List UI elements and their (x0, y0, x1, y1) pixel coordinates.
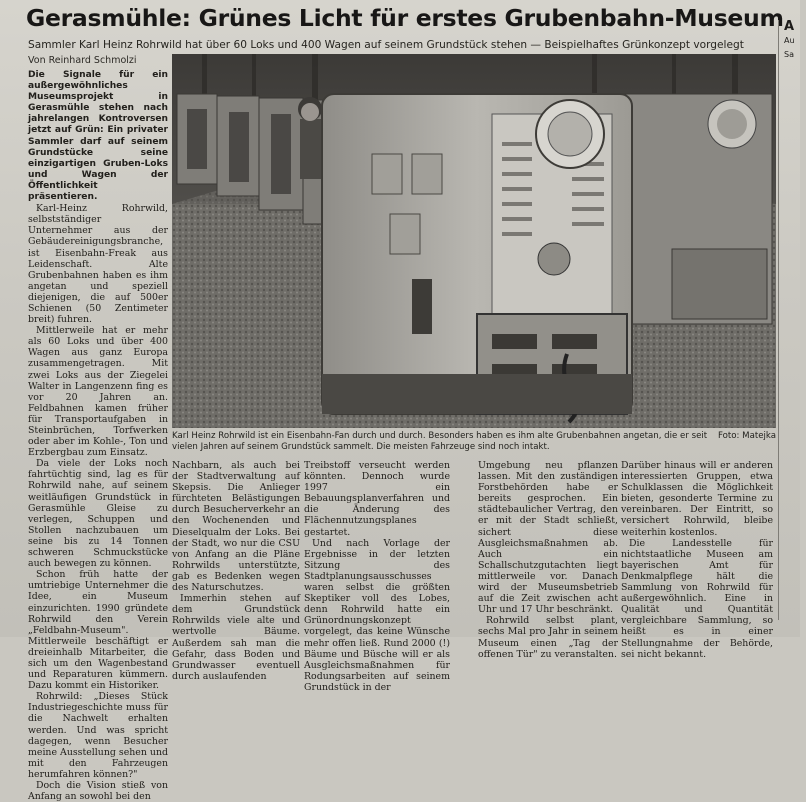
article-column-3 (304, 460, 450, 693)
byline: Von Reinhard Schmolzi (28, 55, 137, 66)
adjacent-article-edge (778, 20, 806, 620)
body-paragraph: Rohrwild selbst plant, sechs Mal pro Jahr in seinem Museum einen „Tag der offenen Tür" zu veranstalten. (478, 615, 618, 660)
body-paragraph: Und nach Vorlage der Ergebnisse in der letzten Sitzung des Stadtplanungsausschusses waren selbst die größten Skeptiker voll des Lobes, denn Rohrwild hatte ein Grünordnungskonzept vorgelegt, das keine Wünsche mehr offen ließ. Rund 2000 (!) Bäume und Büsche will er als Ausgleichsmaßnahmen für Rodungsarbeiten auf seinem Grundstück in der (304, 537, 450, 693)
photo-caption (172, 431, 776, 453)
body-paragraph: Darüber hinaus will er anderen interessierten Gruppen, etwa Schulklassen die Möglichkeit bieten, gesonderte Termine zu vereinbaren. Der Eintritt, so versichert Rohrwild, bleibe weiterhin kostenlos. (621, 460, 773, 538)
body-paragraph: Schon früh hatte der umtriebige Unternehmer die Idee, ein Museum einzurichten. 1990 gründete Rohrwild den Verein „Feldbahn-Museum". Mittlerweile beschäftigt er dreieinhalb Mitarbeiter, die sich um den Wagenbestand und Reparaturen kümmern. Dazu kommt ein Historiker. (28, 569, 168, 692)
caption-text: Karl Heinz Rohrwild ist ein Eisenbahn-Fan durch und durch. Besonders haben es ihm alte Grubenbahnen angetan, die er seit vielen Jahren auf seinem Grundstück sammelt. Die meisten Fahrzeuge sind noch intakt. (172, 431, 708, 452)
body-paragraph: Doch die Vision stieß von Anfang an sowohl bei den (28, 780, 168, 802)
body-paragraph: Die Landesstelle für nichtstaatliche Museen am bayerischen Amt für Denkmalpflege hält die Sammlung von Rohrwild für außergewöhnlich. Eine in Qualität und Quantität vergleichbare Sammlung, so heißt es in einer Stellungnahme der Behörde, sei nicht bekannt. (621, 537, 773, 660)
article-column-1 (28, 70, 168, 802)
lead-paragraph: Die Signale für ein außergewöhnliches Museumsprojekt in Gerasmühle stehen nach jahrelangen Kontroversen jetzt auf Grün: Ein privater Sammler darf auf seinem Grundstücke seine einzigartigen Gruben-Loks und Wagen der Öffentlichkeit präsentieren. (28, 70, 168, 203)
body-paragraph: Mittlerweile hat er mehr als 60 Loks und über 400 Wagen aus ganz Europa zusammengetragen. Mit zwei Loks aus der Ziegelei Walter in Langenzenn fing es vor 20 Jahren an. Feldbahnen kamen früher für Transportaufgaben in Steinbrüchen, Torfwerken oder aber im Kohle-, Ton und Erzbergbau zum Einsatz. (28, 325, 168, 459)
photo-illustration (172, 54, 776, 428)
subheadline: Sammler Karl Heinz Rohrwild hat über 60 Loks und 400 Wagen auf seinem Grundstück stehen — Beispielhaftes Grünkonzept vorgelegt (28, 39, 744, 51)
body-paragraph: Umgebung neu pflanzen lassen. Mit den zuständigen Forstbehörden habe er bereits gesprochen. Ein städtebaulicher Vertrag, den er mit der Stadt schließt, sichert diese Ausgleichsmaßnahmen ab. Auch ein Schallschutzgutachten liegt mittlerweile vor. Danach wird der Museumsbetrieb auf die Zeit zwischen acht Uhr und 17 Uhr beschränkt. (478, 460, 618, 616)
body-paragraph: Rohrwild: „Dieses Stück Industriegeschichte muss für die Nachwelt erhalten werden. Und was spricht dagegen, wenn Besucher meine Ausstellung sehen und mit den Fahrzeugen herumfahren können?" (28, 691, 168, 780)
headline: Gerasmühle: Grünes Licht für erstes Grubenbahn-Museum (26, 4, 784, 32)
photo-mine-locomotives (172, 54, 776, 428)
body-paragraph: Treibstoff verseucht werden könnten. Dennoch wurde 1997 ein Bebauungsplanverfahren und die Änderung des Flächennutzungsplanes gestartet. (304, 460, 450, 538)
body-paragraph: Immerhin stehen auf dem Grundstück Rohrwilds viele alte und wertvolle Bäume. Außerdem sah man die Gefahr, dass Boden und Grundwasser eventuell durch auslaufenden (172, 593, 300, 682)
article-column-2 (172, 460, 300, 682)
article-column-4 (478, 460, 618, 660)
adjacent-headline-letter: A (784, 19, 795, 34)
adjacent-text-fragment-2: Sa (784, 50, 794, 59)
body-paragraph: Karl-Heinz Rohrwild, selbstständiger Unternehmer aus der Gebäudereinigungsbranche, ist Eisenbahn-Freak aus Leidenschaft. Alte Grubenbahnen haben es ihm angetan und speziell diejenigen, die auf 500er Schienen (50 Zentimeter breit) fuhren. (28, 203, 168, 326)
article-column-5 (621, 460, 773, 660)
photo-credit: Foto: Matejka (718, 431, 776, 441)
adjacent-text-fragment-1: Au (784, 36, 795, 45)
body-paragraph: Nachbarn, als auch bei der Stadtverwaltung auf Skepsis. Die Anlieger fürchteten Belästigungen durch Besucherverkehr an den Wochenenden und Dieselqualm der Loks. Bei der Stadt, wo nur die CSU von Anfang an die Pläne Rohrwilds unterstützte, gab es Bedenken wegen des Naturschutzes. (172, 460, 300, 594)
body-paragraph: Da viele der Loks noch fahrtüchtig sind, lag es für Rohrwild nahe, auf seinem weitläufigen Grundstück in Gerasmühle Gleise zu verlegen, Schuppen und Stollen nachzubauen um seine bis zu 14 Tonnen schweren Schmuckstücke auch bewegen zu können. (28, 458, 168, 570)
